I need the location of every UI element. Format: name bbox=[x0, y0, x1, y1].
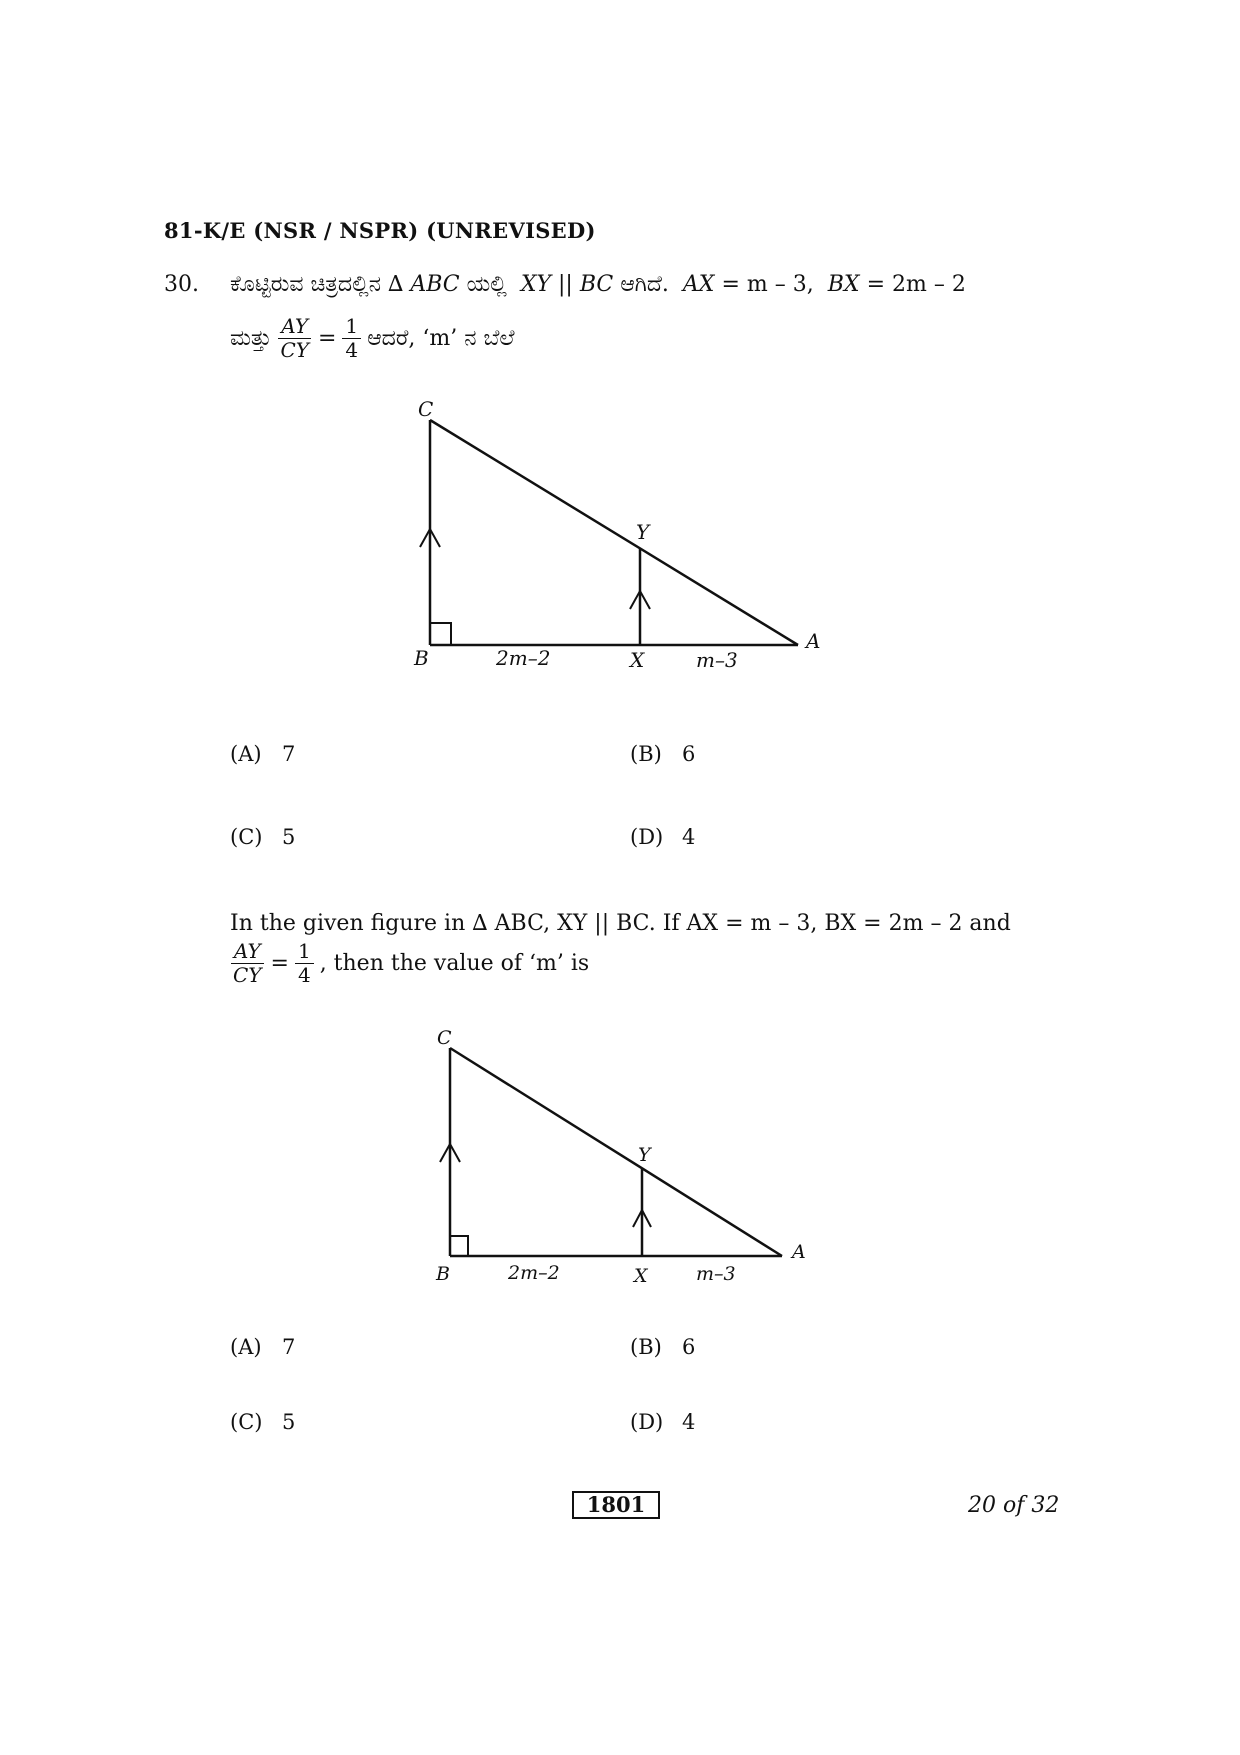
option-d-kannada[interactable] bbox=[630, 825, 695, 849]
option-b-english[interactable] bbox=[630, 1335, 695, 1359]
kannada-question-line1 bbox=[230, 272, 966, 297]
option-label: (A) bbox=[230, 742, 262, 766]
option-label: (D) bbox=[630, 825, 664, 849]
fraction-numerator: 1 bbox=[342, 315, 361, 339]
fraction-denominator: 4 bbox=[345, 338, 359, 362]
triangle-figure-english bbox=[420, 1020, 820, 1295]
ratio-one-quarter bbox=[295, 940, 314, 987]
triangle-abc: ABC bbox=[410, 272, 460, 297]
paper-code-box: 1801 bbox=[572, 1491, 660, 1519]
option-label: (C) bbox=[230, 1410, 263, 1434]
length-label-xa: m–3 bbox=[696, 1263, 736, 1285]
kannada-text: ಮತ್ತು bbox=[230, 326, 272, 351]
kannada-text: ಆದರೆ, ‘m’ ನ ಬೆಲೆ bbox=[367, 326, 515, 351]
segment-ax: AX bbox=[682, 272, 715, 297]
triangle-figure-kannada bbox=[400, 395, 840, 685]
option-value: 4 bbox=[682, 1410, 696, 1434]
english-question-line1: In the given figure in ∆ ABC, XY || BC. If AX = m – 3, BX = 2m – 2 and bbox=[230, 911, 1011, 936]
ax-value: = m – 3, bbox=[721, 272, 814, 297]
side-ca bbox=[430, 420, 798, 645]
option-label: (B) bbox=[630, 1335, 662, 1359]
option-label: (D) bbox=[630, 1410, 664, 1434]
vertex-label-b: B bbox=[414, 646, 429, 670]
kannada-text: ಆಗಿದೆ. bbox=[620, 272, 669, 297]
ratio-one-quarter bbox=[342, 315, 361, 362]
side-ca bbox=[450, 1048, 782, 1256]
question-number: 30. bbox=[164, 272, 199, 297]
kannada-text: ಯಲ್ಲಿ bbox=[466, 272, 507, 297]
fraction-denominator: CY bbox=[280, 338, 309, 362]
option-c-english[interactable] bbox=[230, 1410, 295, 1434]
fraction-numerator: AY bbox=[278, 315, 311, 339]
option-value: 6 bbox=[682, 742, 696, 766]
kannada-question-line2 bbox=[230, 315, 515, 362]
length-label-bx: 2m–2 bbox=[496, 646, 551, 670]
vertex-label-a: A bbox=[792, 1241, 806, 1263]
option-a-english[interactable] bbox=[230, 1335, 295, 1359]
length-label-xa: m–3 bbox=[696, 648, 738, 672]
fraction-numerator: AY bbox=[231, 940, 264, 964]
option-a-kannada[interactable] bbox=[230, 742, 295, 766]
option-value: 7 bbox=[282, 742, 296, 766]
vertex-label-c: C bbox=[437, 1027, 452, 1049]
paper-header: 81-K/E (NSR / NSPR) (UNREVISED) bbox=[164, 218, 596, 243]
segment-bx: BX bbox=[827, 272, 860, 297]
vertex-label-x: X bbox=[630, 648, 645, 672]
option-value: 7 bbox=[282, 1335, 296, 1359]
option-label: (A) bbox=[230, 1335, 262, 1359]
option-label: (C) bbox=[230, 825, 263, 849]
fraction-denominator: 4 bbox=[297, 963, 311, 987]
ratio-ay-cy bbox=[230, 940, 265, 987]
option-c-kannada[interactable] bbox=[230, 825, 295, 849]
option-value: 5 bbox=[282, 825, 296, 849]
bx-value: = 2m – 2 bbox=[866, 272, 966, 297]
kannada-text: ಕೊಟ್ಟಿರುವ ಚಿತ್ರದಲ್ಲಿನ ∆ bbox=[230, 272, 404, 297]
right-angle-mark bbox=[430, 623, 451, 645]
right-angle-mark bbox=[450, 1236, 468, 1256]
english-question-line2 bbox=[230, 940, 589, 987]
english-text: , then the value of ‘m’ is bbox=[319, 951, 590, 976]
option-value: 5 bbox=[282, 1410, 296, 1434]
fraction-numerator: 1 bbox=[295, 940, 314, 964]
page-number: 20 of 32 bbox=[968, 1493, 1060, 1518]
option-label: (B) bbox=[630, 742, 662, 766]
ratio-ay-cy bbox=[277, 315, 312, 362]
segment-bc: BC bbox=[579, 272, 614, 297]
parallel-symbol: || bbox=[558, 272, 573, 297]
option-value: 6 bbox=[682, 1335, 696, 1359]
segment-xy: XY bbox=[520, 272, 552, 297]
vertex-label-y: Y bbox=[638, 1144, 651, 1166]
fraction-denominator: CY bbox=[233, 963, 262, 987]
equals-sign: = bbox=[270, 951, 289, 976]
vertex-label-c: C bbox=[418, 397, 434, 421]
option-value: 4 bbox=[682, 825, 696, 849]
equals-sign: = bbox=[317, 326, 337, 351]
option-b-kannada[interactable] bbox=[630, 742, 695, 766]
vertex-label-b: B bbox=[436, 1263, 450, 1285]
vertex-label-a: A bbox=[806, 629, 821, 653]
length-label-bx: 2m–2 bbox=[508, 1262, 560, 1284]
vertex-label-y: Y bbox=[636, 520, 650, 544]
option-d-english[interactable] bbox=[630, 1410, 695, 1434]
vertex-label-x: X bbox=[634, 1265, 648, 1287]
